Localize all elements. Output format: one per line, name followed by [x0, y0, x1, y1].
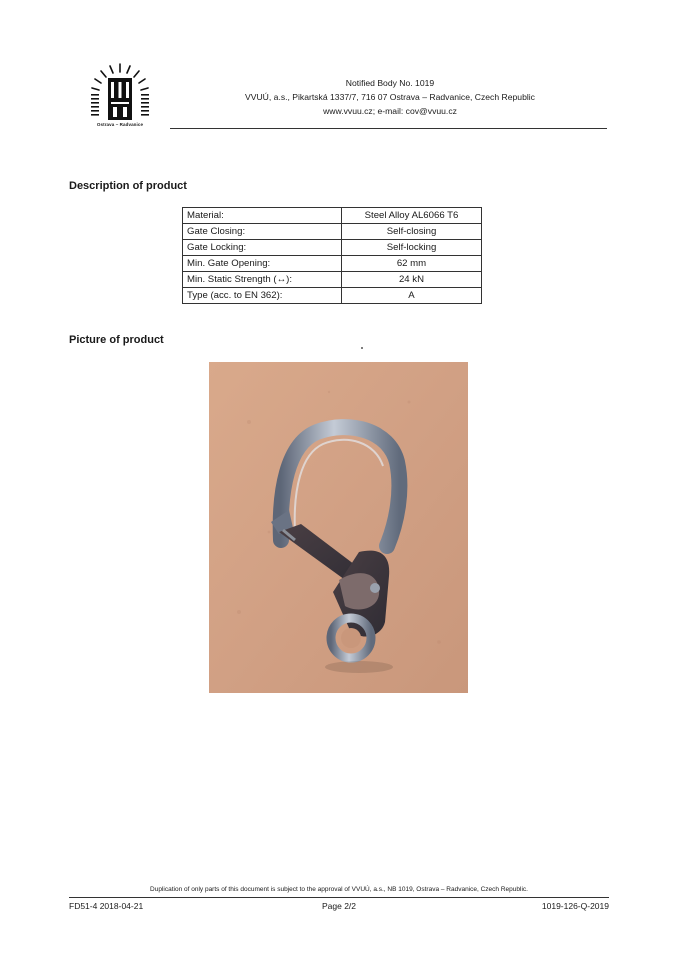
table-row	[183, 208, 482, 224]
header-block	[170, 76, 610, 119]
table-row	[183, 240, 482, 256]
table-row	[183, 272, 482, 288]
spec-value: Self-locking	[342, 240, 482, 256]
spec-label: Gate Locking:	[183, 240, 342, 256]
description-heading: Description of product	[69, 180, 187, 192]
table-row	[183, 224, 482, 240]
spec-value: A	[342, 288, 482, 304]
spec-label: Min. Gate Opening:	[183, 256, 342, 272]
spec-label: Min. Static Strength (↔):	[183, 272, 342, 288]
spec-label: Gate Closing:	[183, 224, 342, 240]
scan-speck	[361, 347, 363, 349]
table-row	[183, 288, 482, 304]
table-row	[183, 256, 482, 272]
product-photo	[209, 362, 468, 693]
picture-heading: Picture of product	[69, 334, 164, 346]
spec-value: Steel Alloy AL6066 T6	[342, 208, 482, 224]
spec-value: Self-closing	[342, 224, 482, 240]
document-number: 1019-126-Q-2019	[541, 901, 609, 911]
spec-label: Material:	[183, 208, 342, 224]
notified-body: Notified Body No. 1019	[345, 78, 435, 88]
page-number: Page 2/2	[321, 901, 357, 911]
header-divider	[170, 128, 607, 129]
spec-value: 24 kN	[342, 272, 482, 288]
logo-caption: Ostrava – Radvanice	[96, 122, 144, 127]
spec-value: 62 mm	[342, 256, 482, 272]
address: VVUÚ, a.s., Pikartská 1337/7, 716 07 Ostrava – Radvanice, Czech Republic	[245, 92, 535, 103]
footer-divider	[69, 897, 609, 898]
form-id: FD51-4 2018-04-21	[69, 901, 144, 911]
contact-line: www.vvuu.cz; e-mail: cov@vvuu.cz	[323, 106, 457, 117]
spec-label: Type (acc. to EN 362):	[183, 288, 342, 304]
duplication-notice: Duplication of only parts of this document is subject to the approval of VVUÚ, a.s., NB 1019, Ostrava – Radvanice, Czech Republic.	[150, 886, 528, 893]
spec-table	[182, 207, 482, 304]
